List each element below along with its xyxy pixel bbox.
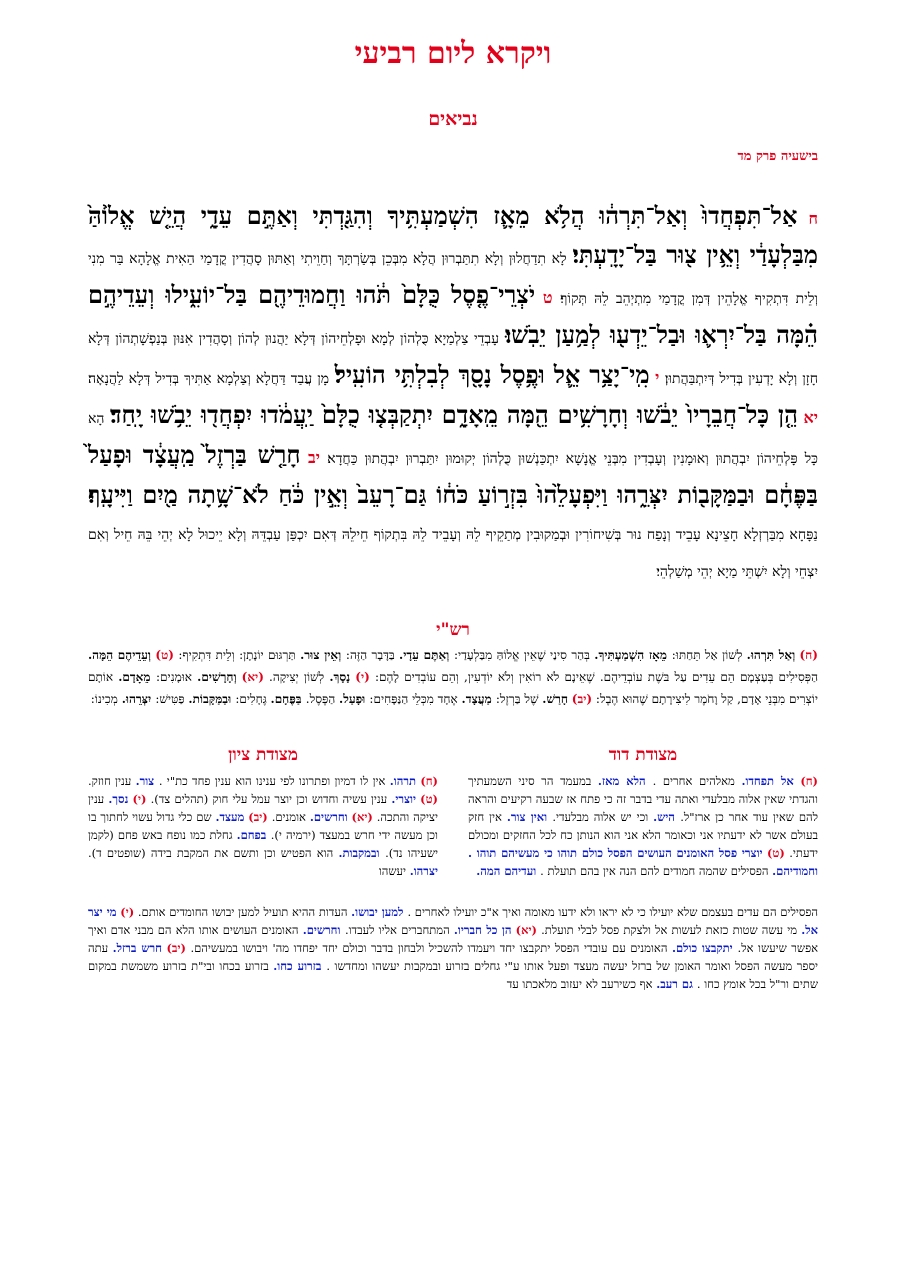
verse-text: יֹצְרֵי־פֶ֤סֶל כֻּלָּם֙ תֹּ֔הוּ וַחֲמוּדֵיהֶ֖ם בַּל־יוֹעִ֑ילוּ וְעֵדֵיהֶ֣ם הֵ֗מָּה בַּל־יִרְא֛וּ וּבַל־יֵדְע֖וּ לְמַ֥עַן יֵבֹֽשׁוּ׃ [88, 280, 818, 349]
dibur-hamatchil: מי יצר אל. [88, 905, 819, 937]
commentary-text: גֶּחָלִים: [235, 692, 271, 706]
commentary-text: הפסילים הם עדים בעצמם שלא יועילו כי לא יראו ולא ידעו מאומה ואיך א"כ יועילו לאחרים . [407, 905, 819, 919]
commentary-text: מאלהים אחרים . [652, 774, 742, 788]
dibur-hamatchil: תרהו. [389, 774, 416, 788]
metzudat-zion-title: מצודת ציון [228, 745, 298, 765]
dibur-hamatchil: בַּפֶּחָם. [270, 692, 306, 706]
verse-number: ט [542, 288, 553, 307]
metzudat-david-continuation [88, 903, 818, 993]
rashi-verse-number: (יא) [241, 670, 264, 684]
commentary-text: שם כלי גדול עשוי לחתוך בו וכן מעשה ידי חרש במעצד (ירמיה י). [88, 810, 438, 842]
commentary-text: אף כשירעב לא יעזוב מלאכתו עד [506, 977, 657, 991]
commentary-text: ענין חוזק. [88, 774, 136, 788]
dibur-hamatchil: בזרוע כחו. [273, 959, 327, 973]
commentary-text: הַפְּסִילִים בְּעַצְמָם הֵם עֵדִים עַל בּשֶׁת עוֹבְדֵיהֶם. שֶׁאֵינָם לֹא רוֹאִין וְלֹא יוֹדְעִין, וְהֵם עוֹבְדִים לָהֶם: [374, 670, 818, 684]
commentary-text: שֶׁל בַּרְזֶל: [495, 692, 543, 706]
verse-number: יב [308, 448, 320, 467]
dibur-hamatchil: מֵאָדָם. [118, 670, 157, 684]
dibur-hamatchil: יתקבצו כולם. [671, 941, 738, 955]
dibur-hamatchil: ועדיהם המה. [476, 864, 541, 878]
dibur-hamatchil: וּפָעַל. [339, 692, 370, 706]
commentary-text: בַּדָּבָר הַזֶּה: [345, 648, 400, 662]
dibur-hamatchil: וחמודיהם. [772, 864, 818, 878]
mz-verse-number: (י) [132, 792, 147, 806]
commentary-text: וכי יש אלוה מבלעדי. [552, 810, 654, 824]
commentary-text: מי עשה שטות כזאת לעשות אל ולצקת פסל לבלי תועלת. [541, 923, 802, 937]
mz-verse-number: (ט) [420, 792, 439, 806]
dibur-hamatchil: הן כל חבריו. [453, 923, 512, 937]
verse-text: חָרַ֤שׁ בַּרְזֶל֙ מַֽעֲצָ֔ד וּפָעַל֙ בַּפֶּחָ֔ם וּבַמַּקָּב֖וֹת יִצְּרֵ֑הוּ וַיִּפְעָלֵ֙הוּ֙ בִּזְר֣וֹעַ כֹּח֔וֹ גַּם־רָעֵב֙ וְאֵ֣ין כֹּ֔חַ לֹא־שָׁ֥תָה מַ֖יִם וַיִּיעָֽף׃ [88, 440, 818, 509]
section-title: נביאים [428, 108, 478, 130]
dibur-hamatchil: מַעֲצָד. [461, 692, 496, 706]
commentary-text: עתה יספר מעשה הפסל ואומר האומן של ברזל יעשה מעצד ופעל אותו ע"י גחלים בזרוע ובמקבות יעשהו ומחדשו . [88, 941, 818, 973]
dibur-hamatchil: צור. [135, 774, 159, 788]
dibur-hamatchil: נָסָךְ. [329, 670, 351, 684]
verse-number: יא [803, 408, 818, 427]
commentary-text: האומנים העושים אותו הלא הם מבני אדם ואיך אפשר שיעשו אל. [88, 923, 819, 955]
dibur-hamatchil: וְאַל תִּרְהוּ. [746, 648, 796, 662]
metzudat-david-title: מצודת דוד [608, 745, 678, 765]
commentary-text: אוֹתָם יוֹצְרִים מִבְּנֵי אָדָם, קַל וָחֹמֶר לִיצִירָתָם שֶׁהוּא הֶבֶל: [88, 670, 818, 706]
dibur-hamatchil: יִצְּרֵהוּ. [121, 692, 156, 706]
rashi-verse-number: (ט) [155, 648, 174, 662]
md-verse-number: (יא) [515, 923, 537, 937]
verse-text: הֵ֤ן כָּל־חֲבֵרָיו֙ יֵבֹ֔שׁוּ וְחָרָשִׁ֥ים הֵ֖מָּה מֵֽאָדָ֑ם יִתְקַבְּצ֤וּ כֻלָּם֙ יַֽעֲמֹ֔דוּ יִפְחֲד֖וּ יֵבֹ֥שׁוּ יָֽחַד׃ [110, 400, 798, 429]
targum-text: מָן עֲבַד דַּחֲלָא וְצַלְמָא אַתִּיךְ בְּדִיל דְּלָא לַהֲנָאָה׃ [88, 371, 330, 387]
commentary-text: אומנים. [271, 810, 310, 824]
commentary-text: יעשהו [378, 864, 410, 878]
dibur-hamatchil: וחרשים. [302, 923, 345, 937]
dibur-hamatchil: אל תפחדו. [741, 774, 794, 788]
commentary-text: אין לו דמיון ופתרונו לפי ענינו הוא ענין פחד כת"י . [158, 774, 390, 788]
commentary-text: אוּמָנִים: [156, 670, 198, 684]
dibur-hamatchil: וְחָרָשִׁים. [197, 670, 237, 684]
commentary-text: ענין יציקה והתכה. [88, 792, 439, 824]
commentary-text: העדות ההיא תועיל למען יבושו החומדים אותם. [137, 905, 352, 919]
mz-verse-number: (יב) [248, 810, 268, 824]
commentary-text: לְשׁוֹן אַל תֵּחַתּוּ: [671, 648, 747, 662]
dibur-hamatchil: וחרשים. [309, 810, 348, 824]
rashi-verse-number: (י) [355, 670, 370, 684]
rashi-title: רש"י [436, 620, 470, 640]
verse-text: אַל־תִּפְחֲדוּ֙ וְאַל־תִּרְה֔וּ הֲלֹ֥א מֵאָ֛ז הִשְׁמַעְתִּ֥יךָ וְהִגַּ֖דְתִּי וְאַתֶּ֣ם עֵדָ֑י הֲיֵ֤שׁ אֱל֙וֹהַּ֙ מִבַּלְעָדַ֔י וְאֵ֥ין צ֖וּר בַּל־יָדָֽעְתִּי׃ [88, 201, 819, 269]
dibur-hamatchil: חָרַשׁ. [542, 692, 568, 706]
commentary-text: הוא הפטיש וכן ותשם את המקבת בידה (שופטים ד). [88, 846, 339, 860]
md-verse-number: (יב) [166, 941, 186, 955]
chapter-label: בישעיה פרק מד [737, 149, 818, 164]
dibur-hamatchil: נסך. [108, 792, 129, 806]
dibur-hamatchil: ואין צור. [506, 810, 553, 824]
scripture-text [88, 198, 818, 590]
dibur-hamatchil: וּבַמַּקָּבוֹת. [188, 692, 236, 706]
commentary-text: המתחברים אליו לעבדו. [344, 923, 454, 937]
dibur-hamatchil: יצרהו. [409, 864, 438, 878]
targum-text: הָא כָּל פָּלְחֵיהוֹן יִבְהֲתוּן וְאוּמָנִין וְעָבְדִין מִבְּנֵי אֱנָשָׁא יִתְכַּנְשׁוּן כֻּלְהוֹן יְקוּמוּן יִתַּבְרוּן יִבְהֲתוּן כַּחֲדָא׃ [88, 411, 818, 467]
verse-number: י [655, 368, 660, 387]
commentary-text: בְּהַר סִינַי שֶׁאֵין אֱלוֹהַּ מִבַּלְעָדַי: [453, 648, 595, 662]
dibur-hamatchil: יוצרי. [391, 792, 416, 806]
dibur-hamatchil: גם רעב. [656, 977, 697, 991]
targum-text: לָא תִדַחֲלוּן וְלָא תִתַּבְרוּן הֲלָא מִבְּכֵן בְּשַׂרְתָּךְ וְחַוֵיתִי וְאַתּוּן סָהֲדִין קֳדָמַי הַאִית אֱלָהָא בַּר מִנִי וְלֵית דִּתְקִיף אֱלָהֵין דְּמִן קֳדָמַי מִתְיְהֵב לֵהּ תְּקוֹף׃ [88, 251, 818, 307]
rashi-commentary [88, 644, 818, 710]
rashi-verse-number: (יב) [571, 692, 593, 706]
dibur-hamatchil: ובמקבות. [338, 846, 386, 860]
verse-text: מִֽי־יָצַ֥ר אֵ֛ל וּפֶ֥סֶל נָסָ֖ךְ לְבִלְתִּ֥י הוֹעִֽיל׃ [334, 360, 650, 389]
commentary-text: האומנים עם עובדי הפסל יתקבצו יחד ויעמדו להשכיל ולבחון בדבר וכולם יחד יפחדו מה' ויבושו במעשיהם. [190, 941, 672, 955]
dibur-hamatchil: יוצרי פסל האומנים העושים הפסל כולם תוהו כי מעשיהם תוהו . [468, 846, 763, 860]
commentary-text: אֶחָד מִכְּלֵי הַנַּפָּחִים: [369, 692, 462, 706]
commentary-text: פַּטִּישׁ: [155, 692, 189, 706]
commentary-text: הפסילים שהמה חמודים להם הנה אין בהם תועלת . [540, 864, 773, 878]
dibur-hamatchil: למען יבושו. [351, 905, 408, 919]
md-verse-number: (ח) [800, 774, 819, 788]
metzudat-david-column [468, 772, 818, 880]
verse-number: ח [808, 209, 818, 228]
commentary-text: בזרוע בכחו ובי"ת בזרוע משמשת במקום שתים ור"ל בכל אומץ כחו . [88, 959, 818, 991]
dibur-hamatchil: הלא מאז. [597, 774, 653, 788]
md-verse-number: (י) [120, 905, 135, 919]
dibur-hamatchil: מֵאָז הִשְׁמַעְתִּיךָ. [594, 648, 672, 662]
dibur-hamatchil: וְאֵין צוּר. [300, 648, 346, 662]
dibur-hamatchil: היש. [653, 810, 681, 824]
commentary-text: אין חזק בעולם אשר לא ידעתיו אני וכאומר הלא אני הוא הנותן כח לכל החזקים ומכולם ידעתי. [468, 810, 819, 860]
dibur-hamatchil: וְאַתֶּם עֵדָי. [399, 648, 454, 662]
targum-text: עָבְדֵי צַלְמַיָא כֻּלְהוֹן לְמָא וּפָלְחֵיהוֹן דְּלָא יַהֲנוּן לְהוֹן וְסָהֲדִין אִנּוּן בְּנַפְשָׁתְהוֹן דְּלָא חָזָן וְלָא יָדְעִין בְּדִיל דְּיִתְבַּהֲתוּן׃ [88, 331, 818, 387]
mz-verse-number: (יא) [351, 810, 373, 824]
dibur-hamatchil: חרש ברזל. [112, 941, 162, 955]
dibur-hamatchil: מעצד. [215, 810, 245, 824]
commentary-text: במעמד הר סיני השמעתיך והגדתי שאין אלוה מבלעדי ואתה עדי בדבר זה כי פתח אז שבעה רקיעים והראה להם שאין עוד אחר כן ארז"ל. [468, 774, 818, 824]
commentary-text: תַּרְגּוּם יוֹנָתָן: וְלֵית דִּתְקִיף: [178, 648, 301, 662]
dibur-hamatchil: וְעֵדֵיהֶם הֵמָּה. [88, 648, 151, 662]
commentary-text: הַפֶּסֶל. [305, 692, 340, 706]
commentary-text: לְשׁוֹן יְצִיקָה. [269, 670, 330, 684]
page-title: ויקרא ליום רביעי [354, 36, 552, 71]
rashi-verse-number: (ח) [799, 648, 818, 662]
targum-text: נַפָּחָא מִבַּרְזְלָא חָצֵינָא עָבֵיד וְנָפַח נוּר בְּשִׁיחוֹרִין וּבְמַקוּבִין מְתַקֵיף לֵהּ וְעָבֵיד לֵהּ בִּתְקוֹף חֵילֵהּ דְּאִם יִכְפַּן עַבְדֵּהּ וְלָא יֵיכוּל לָא יְהֵי בֵּהּ חֵיל וְאִם יִצְחֵי וְלָא יִשְׁתֵּי מַיָא יְהֵי מְשַׁלְהֵי׃ [88, 527, 818, 580]
metzudat-zion-column [88, 772, 438, 880]
commentary-text: גחלת כמו נופח באש פחם (לקמן ישעיהו נד). [88, 828, 438, 860]
commentary-text: ענין עשיה וחדוש וכן יוצר עמל עלי חוק (תהלים צד). [150, 792, 392, 806]
dibur-hamatchil: בפחם. [236, 828, 271, 842]
commentary-text: מְכִינוֹ: [90, 692, 122, 706]
md-verse-number: (ט) [766, 846, 785, 860]
mz-verse-number: (ח) [420, 774, 439, 788]
